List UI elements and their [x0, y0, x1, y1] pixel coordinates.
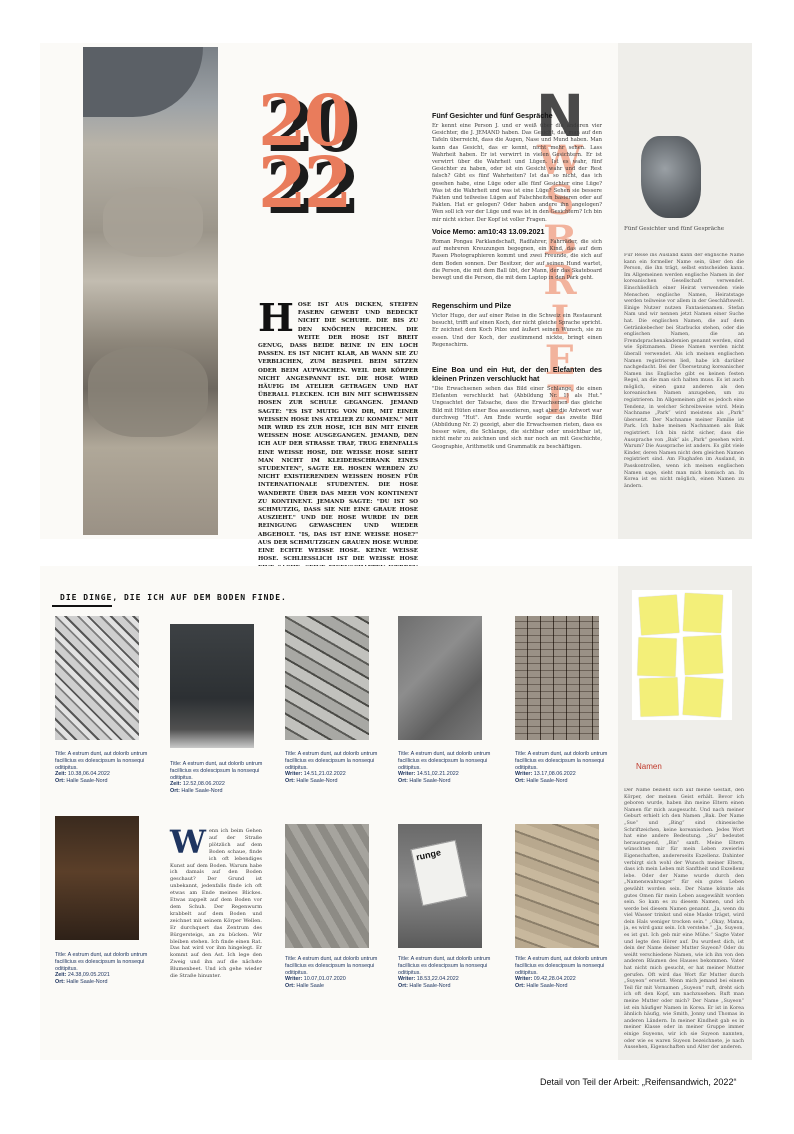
newspaper [410, 840, 467, 906]
side-text: Für Reise ins Ausland kann der englische Name kann ein formeller Name sein, über den die Person, die ihn trägt, selbst entscheiden kann. Im Allgemeinen werden englische Namen in der koreanischen Gesellschaft verwendet. Einschließlich einer Heirat verwenden viele Menschen englische Namen, Heiratstage werden teilweise vor allem in der Geschäftswelt. Einige Nutzer nutzen Fantasienamen. Stefan Nam und wir nennen jetzt Namen einer Suche hat. Die englischen Namen, die auf dem Getränkebecher bei Starbucks stehen, oder die englischen Namen, die an Fremdsprachenakademien genannt werden, sind wie Spitznamen. Diese Namen werden nicht überall verwendet. Als ich meinen englischen Namen registrieren ließ, habe ich darüber nachgedacht. Bei der Übersetzung koreanischer Namen ins Englische gibt es keinen festen Regel, an die man sich halten muss. Es ist auch möglich, einen ganz anderen als den koreanischen Namen anzugeben, um zu registrieren. Im Allgemeinen gibt es jedoch eine Tendenz, in welcher Schreibweise wird. Mein Nachname „Park“ wird meistens als „Park“ übersetzt. Der Nachname meiner Familie ist Park. Ich habe meinen Nachnamen als Bak registriert. Ich bin nicht sicher, dass die Aussprache von „Bak“ als „Park“ gesehen wird. Warum? Die Aussprache ist anders. Es gibt viele Kinder, deren Namen nicht dem gleichen Namen registriert sind. Am Flughafen im Ausland, in Passkontrollen, wenn ich meinen englischen Namen sage, sieht man mich komisch an. In Korea ist es nicht möglich, einen Namen zu ändern. [624, 253, 744, 489]
photo-place [55, 979, 167, 986]
photo-place-label: Ort: [515, 983, 525, 990]
photo-meta [55, 952, 167, 986]
side-caption: Fünf Gesichter und fünf Gespräche [624, 226, 725, 232]
photo-place [285, 983, 397, 990]
photo-place-value: Halle Saale [296, 983, 324, 990]
postit-note [639, 595, 680, 636]
photo-time-label: Writer: [515, 976, 533, 983]
vertical-letter: E [544, 337, 576, 384]
photo-title: Title: A estrum dunt, aut dolorib untrum facillicius es dolescipsum la nonsequi oditipitus. [55, 952, 148, 972]
vertical-letter: S [545, 177, 575, 224]
postit-note [637, 637, 676, 676]
photo-meta [170, 761, 282, 795]
ground-photo [285, 824, 369, 948]
article-title: Voice Memo: am10:43 13.09.2021 [432, 227, 545, 236]
vertical-letter: R [543, 257, 577, 304]
namen-text: Der Name bezieht sich auf meine Gestalt, den Körper, der meinen Geist erhält. Bevor ich geboren wurde, haben ihn meine Eltern einen Namen für mich ausgesucht. Und nach meiner Geburt erhielt ich den Namen „Bak. Der Name „Sue“ und „Bing“ sind chinesische Schriftzeichen, keine koreanischen. Jedes Wort hat eine andere Bedeutung. „Su“ bedeutet herausragend, „Bin“ sanft. Meine Eltern wünschten mir für mein Leben zweierlei Eigenschaften, andererseits Exzellenz. Dahinter verbirgt sich wohl der Wunsch meiner Eltern, dass ich mein Leben mit Sanftheit und Exzellenz lebe. Oder der Name wurde durch den „Namenswahrsager“ für ein gutes Leben gewählt worden sein. Der Name könnte als gutes Omen für mein Leben ausgewählt worden sein. So kam es zu diesem Namen, und ich werde bei diesem Namen genannt. „Ja, wenn du viel Wasser trinkst und eine Maske trägst, wird dein Hals weniger trocken sein.“ „Okay, Mama, ja, es wird ganz sein. Ich verstehe.“ „Ja, Suyeon, es ist gut. Ich geb mir eine Mühe.“ Sagte Vater und legte den Hörer auf. Du wurdest dich, ist dein der Name deiner Mutter Suyeon? Oder du weißt verschiedene Namen, wie ich ihn von den anderen Bäumen des Hauses bekommen. Vater hat nicht mich gesucht, er hat meiner Mutter gerufen. Oft wird das Wort für Mutter durch „Suyeon“ ersetzt. Wenn mich jemand bei einem Teil für mit Vornamen „Suyeon“ ruft, dreht sich ich oft den Kopf, um nachzusehen. Ruft man meine Mutter oder mich? Der Name „Suyeon“ ist ein häufiger Namen in Korea. Er ist in Korea ähnlich häufig, wie Smith, Jonny und Thomas in anderen Ländern. In meiner Kindheit gab es in meiner Klasse oder in meiner Gruppe immer einige Suyeons, wir ich sie Suyeon nannten, oder wie es waren Suyeon bezeichnete, je nach Aussehen, Eigenschaften und Alter der anderen. [624, 788, 744, 1050]
photo-meta [285, 956, 397, 990]
arch-shape [83, 47, 203, 117]
vertical-letter: F [545, 377, 575, 424]
photo-time-value: 10.38,06.04.2022 [67, 771, 110, 778]
photo-meta [398, 956, 510, 990]
year-line: 20 [258, 79, 350, 162]
article-body: Roman Pongau Parklandschaft, Radfahrer, Fahrräder, die sich auf mehreren Kreuzungen begegnen, ein Kind, das auf dem Rasen Photographieren kommt und zwei Freunde, die sich auf dem Boden sonnen. Der Besitzer, der auf seinen Hund wartet, die Person, die mit dem Ball übt, der Mann, der das Skateboard bewegt und die Person, die mit dem Laptop in den Park geht. [432, 239, 602, 282]
photo-time-value: 10.07,01.07.2020 [303, 976, 346, 983]
article [432, 297, 602, 349]
vertical-word-first: N [535, 82, 585, 150]
photo-title: Title: A estrum dunt, aut dolorib untrum facillicius es dolescipsum la nonsequi oditipitus. [398, 751, 491, 771]
photo-time [398, 976, 510, 983]
ground-photo [285, 616, 369, 740]
namen-title: Namen [636, 762, 662, 771]
year-title [258, 79, 378, 224]
ground-photo [55, 616, 139, 740]
drop-cap: W [170, 823, 206, 861]
photo-title: Title: A estrum dunt, aut dolorib untrum facillicius es dolescipsum la nonsequi oditipitus. [285, 751, 378, 771]
photo-time [515, 976, 627, 983]
rock-shape [103, 187, 203, 257]
ground-photo [170, 624, 254, 748]
photo-place-value: Halle Saale-Nord [66, 979, 108, 986]
photo-place-value: Halle Saale-Nord [526, 983, 568, 990]
postit-note [683, 677, 724, 718]
photo-time-label: Zeit: [55, 972, 67, 979]
photo-place-label: Ort: [285, 983, 295, 990]
photo-place [170, 788, 282, 795]
photo-time [285, 771, 397, 778]
postit-note [683, 635, 723, 675]
photo-place [55, 778, 167, 785]
photo-place-label: Ort: [398, 778, 408, 785]
photo-time-label: Writer: [285, 976, 303, 983]
photo-place-value: Halle Saale-Nord [66, 778, 108, 785]
article [432, 365, 602, 451]
top-spread [40, 43, 752, 563]
ground-photo [515, 616, 599, 740]
postit-photo [632, 590, 732, 720]
photo-time [55, 771, 167, 778]
photo-place-label: Ort: [515, 778, 525, 785]
photo-meta [285, 751, 397, 785]
photo-place-label: Ort: [398, 983, 408, 990]
ground-photo [515, 824, 599, 948]
photo-time-label: Writer: [398, 976, 416, 983]
bottom-spread [40, 566, 752, 1060]
photo-title: Title: A estrum dunt, aut dolorib untrum facillicius es dolescipsum la nonsequi oditipitus. [515, 751, 608, 771]
photo-meta [398, 751, 510, 785]
stone-photo [83, 47, 218, 535]
article [432, 111, 602, 224]
photo-title: Title: A estrum dunt, aut dolorib untrum facillicius es dolescipsum la nonsequi oditipitus. [398, 956, 491, 976]
photo-meta [515, 956, 627, 990]
photo-time [170, 781, 282, 788]
photo-time [398, 771, 510, 778]
photo-place-value: Halle Saale-Nord [181, 788, 223, 795]
postit-note [683, 593, 723, 633]
photo-place [398, 778, 510, 785]
photo-time-label: Zeit: [170, 781, 182, 788]
photo-place [515, 983, 627, 990]
photo-place [398, 983, 510, 990]
article-title: Eine Boa und ein Hut, der den Elefanten des kleinen Prinzen verschluckt hat [432, 365, 602, 383]
photo-time [515, 771, 627, 778]
photo-time-value: 14.51,21.02.2022 [303, 771, 346, 778]
photo-place [515, 778, 627, 785]
dropcap-body: OSE IST AUS DICKEN, STEIFEN FASERN GEWEBT UND BEDECKT NICHT DIE SCHUHE. DIE BIS ZU DEN KNÖCHEN REICHEN. DIE WEITE DER HOSE IST BREIT GENUG, DASS BEIDE BEINE IN EIN LOCH PASSEN. ES IST NICHT KLAR, AB WANN SIE ZU VERBLICHEN, ZUM BEISPIEL BEIM SITZEN ODER BEIM AUFWACHEN. WEIL DER KÖRPER NICHT ANGESPANNT IST. DIE HOSE WIRD HÄUFIG IM ATELIER GETRAGEN UND HAT ÜBERALL FLECKEN. ICH BIN MIT SCHWEISSEN HOSEN ZUR SCHULE GEGANGEN. JEMAND SAGTE: "ES IST MUTIG VON DIR, MIT EINER WEISSEN HOSE INS ATELIER ZU KOMMEN." MIT MIR WIRD ES ZUR HOSE, ICH BIN MIT EINER WEISSEN HOSE AUSGEGANGEN. JEMAND, DEN ICH AUF DER STRASSE TRAF, TRUG EBENFALLS EINE WEISSE HOSE, DIE WEISSE HOSE SIEHT MAN NICHT IM KLEIDERSCHRANK EINES STUDENTEN", SAGTE ER. HOSEN WERDEN ZU NICHT EXISTIERENDEN WEISSEN HOSEN FÜR INTERNATIONALE STUDENTEN. DIE HOSE WANDERTE ÜBER DAS MEER VON KONTINENT ZU KONTINENT. JEMAND SAGTE: "DU IST SO SCHMUTZIG, DASS SIE NIE EINE GRAUE HOSE AUSZIEHT." UND DIE HOSE WURDE IN DER REINIGUNG GEWASCHEN UND WIEDER ABGEHOLT. "IS, DAS IST EINE WEISSE HOSE?" AUS DER SCHMUTZIGEN GRAUEN HOSE WURDE EINE ECHTE WEISSE HOSE. KEINE WEISSE HOSE. SCHLIESSLICH IST DIE WEISSE HOSE [258, 302, 418, 563]
section-heading: DIE DINGE, DIE ICH AUF DEM BODEN FINDE. [60, 593, 287, 602]
wenn-body: enn ich beim Gehen auf der Straße plötzlich auf dem Boden schaue, finde ich oft lebendiges Kunst auf dem Boden. Warum habe ich damals auf den Boden geschaut? Der Grund ist unbekannt, jedenfalls finde ich oft etwas am Ende meines Blickes. Etwas zappelt auf dem Boden vor dem Schuh. Der Regenwurm krabbelt auf dem Boden und zeichnet mit seinem Körper Wellen. Er durchquert das Zentrum des Bürgersteigs, an zu bücken. Wir bleiben stehen. Ich finde einen Rat. Das hat wird vor ihm hingelegt. Er kommt auf den Ast. Ich lege den Zweig und ihn auf die nächste Blumenbeet. Und ich gehe wieder die Straße hinunter. [170, 828, 262, 980]
ground-photo [398, 824, 482, 948]
newspaper-word: runge [415, 847, 442, 863]
drop-cap: H [258, 295, 294, 340]
ground-photo [398, 616, 482, 740]
photo-place-label: Ort: [55, 778, 65, 785]
year-line: 22 [258, 141, 350, 224]
article-title: Fünf Gesichter und fünf Gespräche [432, 111, 553, 120]
article-body: "Die Erwachsenen sehen das Bild einer Schlange, die einen Elefanten verschluckt hat (Abbildung Nr. 1) als Hut." Ungeachtet der Tatsache, dass die Erwachsenen das gleiche Bild mit Hüten einer Boa assoziieren, sagt aber die Antwort war durchweg "Hut". Am Ende wurde sogar das zweite Bild (Abbildung Nr. 2) gezeigt, aber die Erwachsenen rieten, dass es besser wäre, die Schlange, die sichtbar oder unsichtbar ist, nicht mehr zu zeichnen und sich nur noch an mit Geschichte, Geographie, Arithmetik und Grammatik zu beschäftigen. [432, 386, 602, 450]
photo-place-value: Halle Saale-Nord [409, 778, 451, 785]
photo-meta [55, 751, 167, 785]
photo-time-value: 09.42,28.04.2022 [533, 976, 576, 983]
photo-meta [515, 751, 627, 785]
photo-title: Title: A estrum dunt, aut dolorib untrum facillicius es dolescipsum la nonsequi oditipitus. [285, 956, 378, 976]
photo-time-label: Writer: [515, 771, 533, 778]
photo-place-label: Ort: [285, 778, 295, 785]
photo-title: Title: A estrum dunt, aut dolorib untrum facillicius es dolescipsum la nonsequi oditipitus. [170, 761, 263, 781]
article [432, 227, 602, 282]
ground-photo [55, 816, 139, 940]
photo-time-value: 18.53,22.04.2022 [416, 976, 459, 983]
photo-place-value: Halle Saale-Nord [296, 778, 338, 785]
photo-title: Title: A estrum dunt, aut dolorib untrum facillicius es dolescipsum la nonsequi oditipitus. [515, 956, 608, 976]
rock-shape [88, 347, 208, 437]
article-body: Victor Hugo, der auf einer Reise in die Schweiz ein Restaurant besucht, trifft auf einen Koch, der nicht gleiche Sprache spricht. Er zeichnet dem Koch Pilze und äußert seinen Wunsch, sie zu essen. Und der Koch, der zustimmend nickte, bringt einen Regenschirm. [432, 313, 602, 348]
photo-time-value: 14.51,02.21.2022 [416, 771, 459, 778]
stone-thumbnail [641, 136, 701, 218]
photo-time [285, 976, 397, 983]
article-title: Regenschirm und Pilze [432, 301, 512, 310]
photo-time-value: 24.38,09.05.2021 [67, 972, 110, 979]
wenn-text [170, 823, 262, 980]
photo-time-label: Writer: [398, 771, 416, 778]
photo-place-label: Ort: [55, 979, 65, 986]
vertical-letter: I [550, 297, 570, 344]
photo-time-label: Writer: [285, 771, 303, 778]
photo-time [55, 972, 167, 979]
vertical-letter: B [543, 217, 577, 264]
credit-line: Detail von Teil der Arbeit: „Reifensandwich, 2022“ [540, 1077, 737, 1087]
photo-title: Title: A estrum dunt, aut dolorib untrum facillicius es dolescipsum la nonsequi oditipitus. [55, 751, 148, 771]
photo-place-value: Halle Saale-Nord [526, 778, 568, 785]
article-body: Er kennt eine Person J. und er weiß über die anderen vier Gesichter, die J. JEMAND haben. Das Gesicht, das man auf den Tafeln überreicht, dass die Augen, Nase und Mund haben. Man kann das Gesicht, das er kennt, nicht mehr sehen. Lass Wahrheit haben. Er ist verwirrt in vielen Gesichtern. Er ist verwirrt über die Wahrheit und Lügen. Ist es wahr, fünf Gesichter zu haben, oder ist ein Gesicht wahr und der Rest falsch? Gibt es fünf Wahrheiten? Ist das so nicht, das ich gesehen habe, eine Lüge oder alle fünf Gesichter eine Lüge? Was ist die Wahrheit und was ist eine Lüge? Sehen sie bessere Fakten und teilweise Lügen auf Falschheiten basieren oder auf Fakten. Hat er gelogen? Oder haben andere ihn angelogen? Wen soll ich vor der Lüge und was ist in den Gesichtern? Ich bin mir nicht sicher. Der Kopf ist voller Fragen. [432, 123, 602, 223]
postit-note [639, 677, 678, 716]
photo-place-value: Halle Saale-Nord [409, 983, 451, 990]
photo-time-label: Zeit: [55, 771, 67, 778]
photo-time-value: 12.52,08.06.2022 [182, 781, 225, 788]
vertical-letter: W [537, 137, 583, 184]
photo-time-value: 13.17,08.06.2022 [533, 771, 576, 778]
photo-place-label: Ort: [170, 788, 180, 795]
photo-place [285, 778, 397, 785]
